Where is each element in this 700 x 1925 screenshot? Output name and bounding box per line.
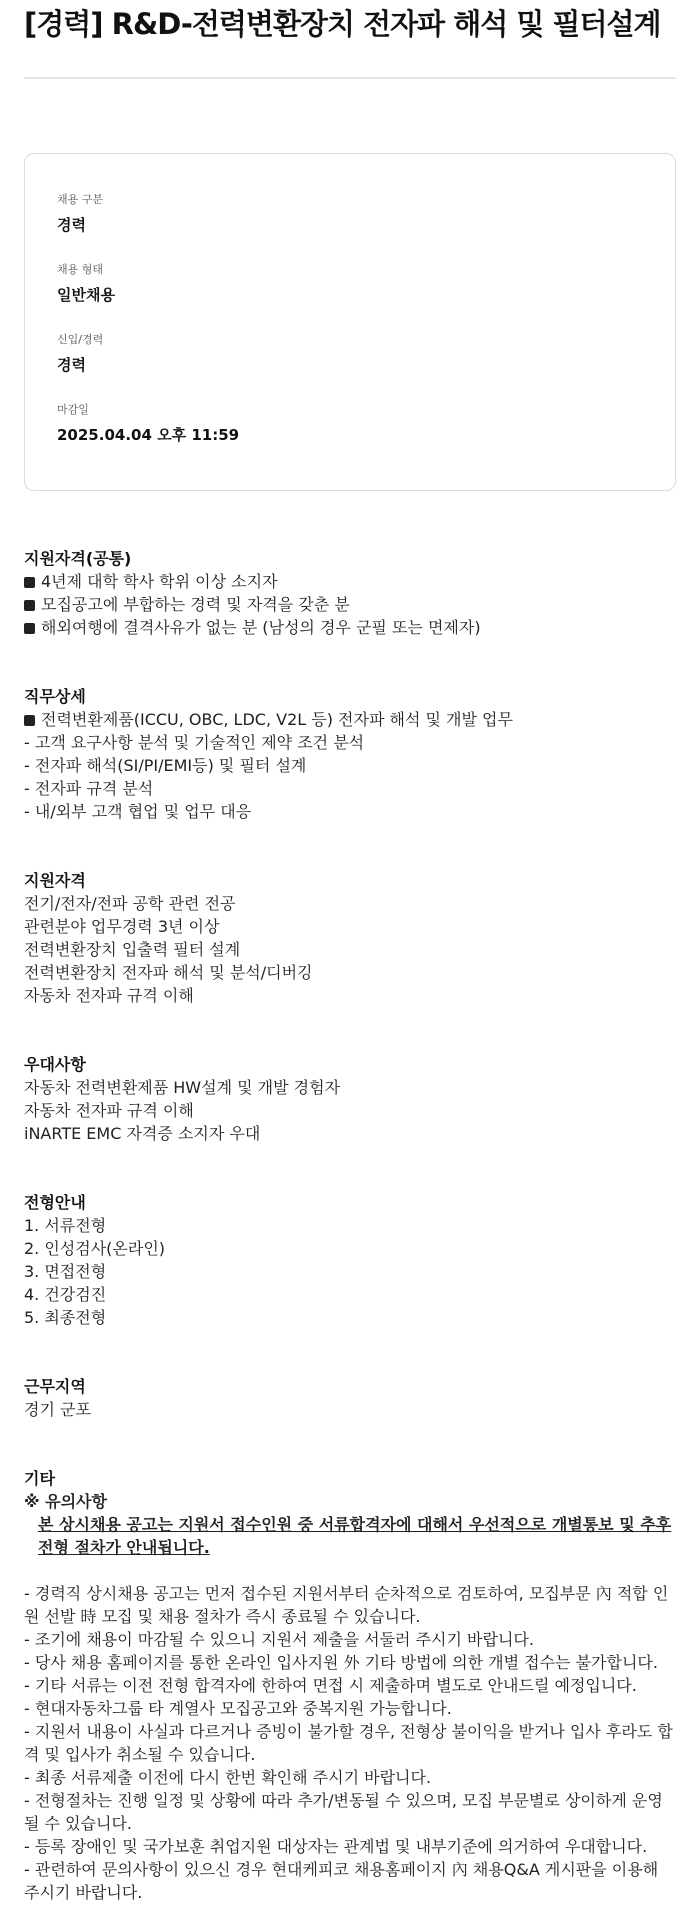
- page-title: [경력] R&D-전력변환장치 전자파 해석 및 필터설계: [24, 7, 661, 41]
- list-item: - 경력직 상시채용 공고는 먼저 접수된 지원서부터 순차적으로 검토하여, 모집부문 內 적합 인원 선발 時 모집 및 채용 절차가 즉시 종료될 수 있습니다.: [24, 1584, 669, 1626]
- info-label: 마감일: [57, 403, 89, 416]
- section-duties: [24, 685, 676, 823]
- list-item: 관련분야 업무경력 3년 이상: [24, 917, 220, 936]
- list-item: 자동차 전자파 규격 이해: [24, 1101, 194, 1120]
- list-item: 자동차 전력변환제품 HW설계 및 개발 경험자: [24, 1078, 341, 1097]
- list-item: 전기/전자/전파 공학 관련 전공: [24, 894, 236, 913]
- notice-body: 본 상시채용 공고는 지원서 접수인원 중 서류합격자에 대해서 우선적으로 개별통보 및 추후 전형 절차가 안내됩니다.: [38, 1515, 672, 1557]
- list-item: 2. 인성검사(온라인): [24, 1239, 166, 1258]
- list-item: 4년제 대학 학사 학위 이상 소지자: [24, 570, 676, 593]
- list-item: - 기타 서류는 이전 전형 합격자에 한하여 면접 시 제출하며 별도로 안내드릴 예정입니다.: [24, 1676, 637, 1695]
- list-item: 4. 건강검진: [24, 1285, 107, 1304]
- section-title: 직무상세: [24, 687, 86, 706]
- section-process: [24, 1191, 676, 1329]
- list-item: - 당사 채용 홈페이지를 통한 온라인 입사지원 外 기타 방법에 의한 개별 접수는 불가합니다.: [24, 1653, 658, 1672]
- section-qualification: [24, 869, 676, 1007]
- list-item: 전력변환장치 입출력 필터 설계: [24, 940, 241, 959]
- list-item: - 최종 서류제출 이전에 다시 한번 확인해 주시기 바랍니다.: [24, 1768, 432, 1787]
- list-item: - 지원서 내용이 사실과 다르거나 증빙이 불가할 경우, 전형상 불이익을 받거나 입사 후라도 합격 및 입사가 취소될 수 있습니다.: [24, 1722, 673, 1764]
- info-value: 일반채용: [57, 286, 115, 304]
- job-info-card: [24, 153, 676, 491]
- list-item: 해외여행에 결격사유가 없는 분 (남성의 경우 군필 또는 면제자): [24, 616, 676, 639]
- section-etc: [24, 1467, 676, 1904]
- info-label: 신입/경력: [57, 333, 104, 346]
- section-title: 근무지역: [24, 1377, 86, 1396]
- section-title: 지원자격(공통): [24, 549, 132, 568]
- list-item: - 등록 장애인 및 국가보훈 취업지원 대상자는 관계법 및 내부기준에 의거하여 우대합니다.: [24, 1837, 648, 1856]
- list-item: 1. 서류전형: [24, 1216, 107, 1235]
- list-item: 5. 최종전형: [24, 1308, 107, 1327]
- section-common-qualification: [24, 547, 676, 639]
- title-divider: [24, 77, 676, 79]
- info-label: 채용 형태: [57, 263, 104, 276]
- list-item: 전력변환장치 전자파 해석 및 분석/디버깅: [24, 963, 313, 982]
- info-employment-type: [57, 262, 643, 332]
- info-value: 2025.04.04 오후 11:59: [57, 426, 240, 444]
- list-item: - 전자파 규격 분석: [24, 779, 154, 798]
- section-title: 기타: [24, 1469, 55, 1488]
- list-item: 3. 면접전형: [24, 1262, 107, 1281]
- section-title: 지원자격: [24, 871, 86, 890]
- section-location: [24, 1375, 676, 1421]
- info-label: 채용 구분: [57, 193, 104, 206]
- list-item: - 내/외부 고객 협업 및 업무 대응: [24, 802, 252, 821]
- list-item: - 관련하여 문의사항이 있으신 경우 현대케피코 채용홈페이지 內 채용Q&A 게시판을 이용해 주시기 바랍니다.: [24, 1860, 659, 1902]
- info-career-level: [57, 332, 643, 402]
- section-title: 전형안내: [24, 1193, 86, 1212]
- list-item: - 전자파 해석(SI/PI/EMI등) 및 필터 설계: [24, 756, 307, 775]
- list-item: iNARTE EMC 자격증 소지자 우대: [24, 1124, 261, 1143]
- info-value: 경력: [57, 356, 86, 374]
- notice-heading: ※ 유의사항: [24, 1492, 107, 1511]
- info-value: 경력: [57, 216, 86, 234]
- section-title: 우대사항: [24, 1055, 86, 1074]
- list-item: - 조기에 채용이 마감될 수 있으니 지원서 제출을 서둘러 주시기 바랍니다.: [24, 1630, 534, 1649]
- list-item: 모집공고에 부합하는 경력 및 자격을 갖춘 분: [24, 593, 676, 616]
- list-item: 전력변환제품(ICCU, OBC, LDC, V2L 등) 전자파 해석 및 개발 업무: [24, 708, 676, 731]
- job-description: [24, 547, 676, 1904]
- list-item: 자동차 전자파 규격 이해: [24, 986, 194, 1005]
- list-item: - 고객 요구사항 분석 및 기술적인 제약 조건 분석: [24, 733, 365, 752]
- section-preference: [24, 1053, 676, 1145]
- info-recruit-type: [57, 192, 643, 262]
- list-item: - 전형절차는 진행 일정 및 상황에 따라 추가/변동될 수 있으며, 모집 부문별로 상이하게 운영될 수 있습니다.: [24, 1791, 663, 1833]
- list-item: 경기 군포: [24, 1400, 91, 1419]
- info-deadline: [57, 402, 643, 472]
- list-item: - 현대자동차그룹 타 계열사 모집공고와 중복지원 가능합니다.: [24, 1699, 452, 1718]
